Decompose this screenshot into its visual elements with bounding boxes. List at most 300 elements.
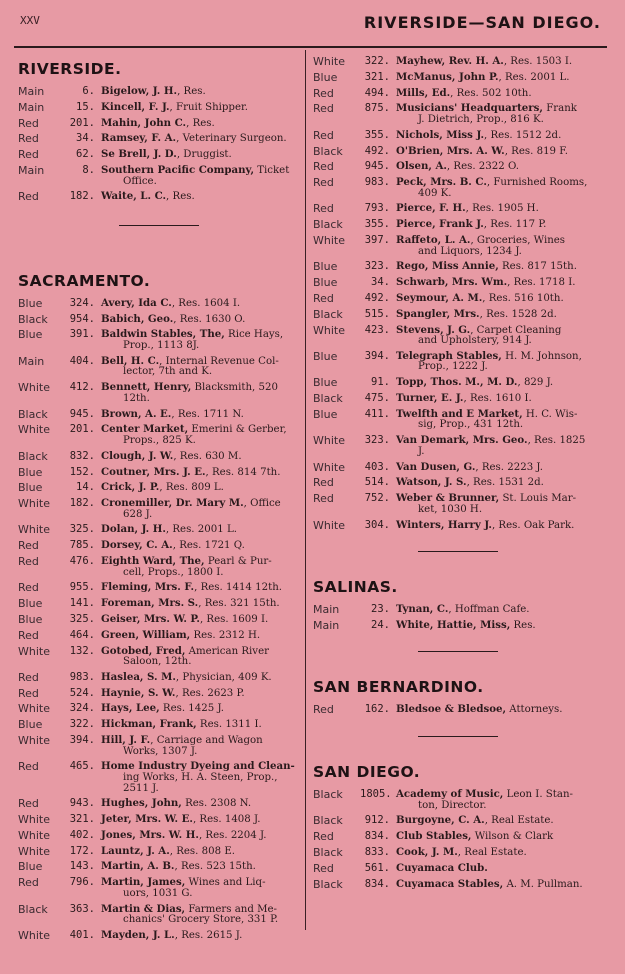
entry-text xyxy=(101,672,300,684)
entry-text xyxy=(101,598,300,610)
directory-entry xyxy=(18,329,300,351)
circuit-label: Blue xyxy=(313,376,338,390)
circuit-label: Black xyxy=(18,312,48,326)
circuit-label: White xyxy=(313,434,345,448)
entry-detail: , Res. 516 10th. xyxy=(482,292,564,304)
phone-number: 945. xyxy=(364,160,390,173)
entry-text xyxy=(101,451,300,463)
directory-entry xyxy=(313,177,603,199)
directory-entry xyxy=(313,393,603,405)
entry-detail: , 829 J. xyxy=(517,377,554,389)
phone-number: 397. xyxy=(364,234,390,246)
entry-text xyxy=(396,520,603,532)
phone-number: 8. xyxy=(82,163,95,176)
phone-number: 182. xyxy=(69,497,95,510)
entry-detail: , Furnished Rooms, xyxy=(486,177,588,189)
phone-number: 412. xyxy=(69,381,95,394)
circuit-label: Blue xyxy=(18,860,43,874)
directory-entry xyxy=(18,314,300,326)
subscriber-name: Bell, H. C. xyxy=(101,354,160,367)
subscriber-name: Van Demark, Mrs. Geo. xyxy=(396,434,528,447)
circuit-label: Red xyxy=(18,132,39,146)
city-heading-sacramento: SACRAMENTO. xyxy=(18,271,151,290)
phone-number: 355. xyxy=(364,218,390,231)
entry-detail: , Physician, 409 K. xyxy=(175,671,272,683)
circuit-label: Black xyxy=(313,307,343,321)
circuit-label: White xyxy=(313,518,345,532)
city-heading-san-diego: SAN DIEGO. xyxy=(313,763,421,782)
circuit-label: Blue xyxy=(313,260,338,274)
entry-text xyxy=(396,604,603,616)
entry-text xyxy=(396,261,603,273)
subscriber-name: Geiser, Mrs. W. P. xyxy=(101,612,200,625)
directory-entry xyxy=(313,235,603,257)
subscriber-name: Twelfth and E Market, xyxy=(396,407,523,420)
entry-text xyxy=(101,614,300,626)
section-divider xyxy=(418,736,498,737)
circuit-label: Black xyxy=(18,407,48,421)
directory-entry xyxy=(313,277,603,289)
directory-entry xyxy=(313,520,603,532)
entry-detail: , Carriage and Wagon xyxy=(150,735,263,746)
phone-number: 141. xyxy=(69,597,95,610)
entry-text xyxy=(101,703,300,715)
circuit-label: Black xyxy=(313,814,343,828)
entry-text xyxy=(101,86,300,98)
directory-entry xyxy=(313,103,603,125)
subscriber-name: Dorsey, C. A. xyxy=(101,539,173,552)
circuit-label: Main xyxy=(313,618,340,632)
right-column xyxy=(313,56,603,894)
phone-number: 943. xyxy=(69,797,95,810)
entry-text xyxy=(101,814,300,826)
directory-entry xyxy=(313,72,603,84)
phone-number: 945. xyxy=(69,407,95,420)
directory-entry xyxy=(313,161,603,173)
directory-entry xyxy=(18,467,300,479)
phone-number: 785. xyxy=(69,539,95,552)
entry-text xyxy=(101,904,300,926)
entry-text xyxy=(396,462,603,474)
subscriber-name: Home Industry Dyeing and Clean- xyxy=(101,760,295,773)
circuit-label: White xyxy=(18,844,50,858)
subscriber-name: Watson, J. S. xyxy=(396,476,467,489)
circuit-label: Red xyxy=(18,876,39,890)
entry-text xyxy=(101,118,300,130)
entry-detail: American River xyxy=(185,645,269,657)
circuit-label: White xyxy=(18,702,50,716)
entry-continuation: and Liquors, 1234 J. xyxy=(418,245,522,257)
phone-number: 322. xyxy=(69,718,95,731)
phone-number: 912. xyxy=(364,814,390,827)
directory-entry xyxy=(18,735,300,757)
subscriber-name: Martin & Dias, xyxy=(101,902,186,915)
subscriber-name: Haynie, S. W. xyxy=(101,686,176,699)
circuit-label: Blue xyxy=(18,612,43,626)
directory-entry xyxy=(18,102,300,114)
entry-detail: , Res. 2204 J. xyxy=(198,829,267,841)
phone-number: 524. xyxy=(69,686,95,699)
entry-text xyxy=(101,165,300,187)
entry-detail: , Res. 2001 L. xyxy=(498,71,570,83)
entry-text xyxy=(396,88,603,100)
entry-detail: , Res. 630 M. xyxy=(173,450,242,462)
city-heading-san-bernardino: SAN BERNARDINO. xyxy=(313,678,484,697)
subscriber-name: Spangler, Mrs. xyxy=(396,307,480,320)
phone-number: 394. xyxy=(364,349,390,362)
circuit-label: Blue xyxy=(18,328,43,342)
entry-continuation: Prop., 1113 8J. xyxy=(123,340,200,352)
phone-number: 304. xyxy=(364,518,390,531)
entry-detail: , Res. 2223 J. xyxy=(475,461,543,473)
subscriber-name: Academy of Music, xyxy=(396,788,504,801)
entry-detail: , Res. 1721 Q. xyxy=(172,540,245,552)
entry-detail: , Res. 1825 xyxy=(527,435,586,447)
entry-text xyxy=(396,831,603,843)
subscriber-name: Haslea, S. M. xyxy=(101,670,176,683)
subscriber-name: Pierce, F. H. xyxy=(396,202,466,215)
circuit-label: Black xyxy=(313,392,343,406)
entry-text xyxy=(101,582,300,594)
directory-entry xyxy=(313,56,603,68)
entry-detail: , Res. 1503 I. xyxy=(503,56,573,67)
directory-entry xyxy=(18,191,300,203)
directory-entry xyxy=(18,798,300,810)
directory-entry xyxy=(313,146,603,158)
circuit-label: Red xyxy=(313,128,334,142)
directory-entry xyxy=(18,298,300,310)
directory-entry xyxy=(313,831,603,843)
phone-number: 832. xyxy=(69,449,95,462)
directory-entry xyxy=(18,498,300,520)
entry-detail: , Res. 1718 I. xyxy=(507,277,576,289)
directory-entry xyxy=(18,409,300,421)
directory-entry xyxy=(313,377,603,389)
directory-entry xyxy=(18,688,300,700)
entry-detail: , Res. 1512 2d. xyxy=(484,129,562,141)
circuit-label: Red xyxy=(313,492,334,506)
phone-number: 752. xyxy=(364,492,390,505)
subscriber-name: Cuyamaca Club. xyxy=(396,861,488,874)
entry-detail: , Res. 2615 J. xyxy=(174,930,243,941)
entry-text xyxy=(396,377,603,389)
entry-text xyxy=(101,482,300,494)
entry-detail: Res. 1311 I. xyxy=(196,719,262,731)
subscriber-name: Tynan, C. xyxy=(396,603,449,616)
entry-detail: H. M. Johnson, xyxy=(501,350,582,362)
circuit-label: White xyxy=(313,55,345,68)
entry-text xyxy=(101,761,300,794)
directory-entry xyxy=(313,293,603,305)
directory-entry xyxy=(18,424,300,446)
entry-text xyxy=(396,103,603,125)
circuit-label: White xyxy=(18,523,50,537)
entry-text xyxy=(396,56,603,68)
subscriber-name: Hays, Lee, xyxy=(101,702,160,715)
directory-entry xyxy=(18,814,300,826)
phone-number: 394. xyxy=(69,734,95,746)
directory-entry xyxy=(313,351,603,373)
subscriber-name: Martin, A. B. xyxy=(101,860,175,873)
phone-number: 34. xyxy=(371,276,390,289)
entry-detail: , Veterinary Surgeon. xyxy=(176,133,287,145)
subscriber-name: Baldwin Stables, The, xyxy=(101,328,225,341)
entry-text xyxy=(396,477,603,489)
phone-number: 404. xyxy=(69,354,95,367)
phone-number: 201. xyxy=(69,116,95,129)
subscriber-name: White, Hattie, Miss, xyxy=(396,618,511,631)
circuit-label: Red xyxy=(313,703,334,717)
circuit-label: Red xyxy=(313,291,334,305)
entry-text xyxy=(396,203,603,215)
entry-detail: , Res. 819 F. xyxy=(504,145,568,157)
directory-entry xyxy=(313,847,603,859)
entry-continuation: Prop., 1222 J. xyxy=(418,361,488,373)
entry-detail: , Groceries, Wines xyxy=(470,235,566,246)
entry-detail: , Res. 1604 I. xyxy=(171,297,241,309)
entry-detail: , Real Estate. xyxy=(457,847,527,858)
circuit-label: White xyxy=(18,734,50,747)
entry-text xyxy=(101,314,300,326)
circuit-label: Blue xyxy=(313,276,338,290)
entry-text xyxy=(396,325,603,347)
directory-entry xyxy=(313,203,603,215)
circuit-label: Red xyxy=(18,190,39,204)
subscriber-name: Bledsoe & Bledsoe, xyxy=(396,703,507,716)
phone-number: 492. xyxy=(364,144,390,157)
left-column xyxy=(18,56,300,946)
directory-entry xyxy=(313,325,603,347)
entry-detail: , Office xyxy=(243,498,281,510)
circuit-label: Blue xyxy=(313,407,338,421)
entry-continuation: 409 K. xyxy=(418,187,452,199)
directory-entry xyxy=(18,930,300,942)
directory-entry xyxy=(18,861,300,873)
entry-detail: , Internal Revenue Col- xyxy=(159,355,279,367)
entry-text xyxy=(101,409,300,421)
directory-entry xyxy=(18,149,300,161)
entry-text xyxy=(101,930,300,942)
phone-number: 983. xyxy=(69,670,95,683)
circuit-label: White xyxy=(18,644,50,658)
directory-entry xyxy=(18,703,300,715)
entry-text xyxy=(101,719,300,731)
subscriber-name: Van Dusen, G. xyxy=(396,460,476,473)
phone-number: 321. xyxy=(364,70,390,83)
phone-number: 515. xyxy=(364,307,390,320)
circuit-label: Red xyxy=(18,116,39,130)
directory-entry xyxy=(313,88,603,100)
entry-detail: Frank xyxy=(542,103,577,115)
subscriber-name: Peck, Mrs. B. C. xyxy=(396,176,487,189)
entry-continuation: Office. xyxy=(123,175,157,187)
directory-entry xyxy=(18,524,300,536)
entry-text xyxy=(396,493,603,515)
subscriber-name: Southern Pacific Company, xyxy=(101,163,254,176)
entry-continuation: ket, 1030 H. xyxy=(418,503,483,515)
circuit-label: White xyxy=(18,381,50,395)
entry-detail: Res. 817 15th. xyxy=(498,261,577,273)
entry-text xyxy=(396,309,603,321)
circuit-label: Blue xyxy=(18,597,43,611)
directory-entry xyxy=(313,604,603,616)
entry-continuation: and Upholstery, 914 J. xyxy=(418,335,532,347)
phone-number: 24. xyxy=(371,618,390,631)
subscriber-name: Bigelow, J. H. xyxy=(101,85,178,97)
phone-number: 321. xyxy=(69,813,95,826)
subscriber-name: Mayden, J. L. xyxy=(101,929,175,941)
circuit-label: Blue xyxy=(18,481,43,495)
entry-detail: Blacksmith, 520 xyxy=(191,382,278,394)
subscriber-name: Pierce, Frank J. xyxy=(396,218,484,231)
subscriber-name: Brown, A. E. xyxy=(101,407,172,420)
phone-number: 322. xyxy=(364,55,390,67)
subscriber-name: Hickman, Frank, xyxy=(101,718,197,731)
circuit-label: Red xyxy=(18,148,39,162)
circuit-label: White xyxy=(18,813,50,827)
entry-detail: Wines and Liq- xyxy=(185,877,266,889)
entry-continuation: Saloon, 12th. xyxy=(123,656,192,668)
directory-entry xyxy=(313,462,603,474)
entry-detail: Rice Hays, xyxy=(224,329,284,341)
entry-detail: , Res. 1408 J. xyxy=(192,814,261,826)
subscriber-name: Waite, L. C. xyxy=(101,190,167,203)
phone-number: 172. xyxy=(69,844,95,857)
circuit-label: Blue xyxy=(18,296,43,310)
phone-number: 132. xyxy=(69,644,95,657)
subscriber-name: Stevens, J. G. xyxy=(396,323,471,336)
entry-text xyxy=(396,277,603,289)
entry-detail: , Hoffman Cafe. xyxy=(448,604,530,616)
circuit-label: Black xyxy=(313,846,343,859)
entry-continuation: Works, 1307 J. xyxy=(123,745,198,757)
subscriber-name: Hughes, John, xyxy=(101,797,182,810)
entry-continuation: ton, Director. xyxy=(418,799,487,811)
column-divider xyxy=(305,50,306,930)
entry-continuation: sig, Prop., 431 12th. xyxy=(418,419,524,431)
directory-entry xyxy=(18,672,300,684)
phone-number: 143. xyxy=(69,860,95,873)
subscriber-name: Hill, J. F. xyxy=(101,734,151,746)
entry-detail: Leon I. Stan- xyxy=(503,789,573,801)
entry-text xyxy=(396,235,603,257)
section-divider xyxy=(418,651,498,652)
entry-continuation: 12th. xyxy=(123,392,150,404)
entry-detail: , Res. 809 L. xyxy=(159,482,224,494)
phone-number: 324. xyxy=(69,702,95,715)
circuit-label: Red xyxy=(313,102,334,116)
directory-entry xyxy=(18,482,300,494)
phone-number: 355. xyxy=(364,128,390,141)
circuit-label: Main xyxy=(18,100,45,114)
entry-continuation: lector, 7th and K. xyxy=(123,366,213,378)
circuit-label: Red xyxy=(18,670,39,684)
circuit-label: Red xyxy=(313,160,334,174)
directory-entry xyxy=(313,261,603,273)
circuit-label: Main xyxy=(18,163,45,177)
entry-text xyxy=(101,382,300,404)
entry-text xyxy=(101,540,300,552)
subscriber-name: Mayhew, Rev. H. A. xyxy=(396,55,504,67)
phone-number: 514. xyxy=(364,476,390,489)
circuit-label: Main xyxy=(18,354,45,368)
directory-entry xyxy=(18,451,300,463)
entry-detail: Pearl & Pur- xyxy=(204,556,272,567)
phone-number: 983. xyxy=(364,176,390,189)
subscriber-name: Mahin, John C. xyxy=(101,116,187,129)
subscriber-name: Crick, J. P. xyxy=(101,481,160,494)
entry-text xyxy=(396,815,603,827)
phone-number: 325. xyxy=(69,612,95,625)
subscriber-name: Telegraph Stables, xyxy=(396,349,502,362)
entry-text xyxy=(396,704,603,716)
phone-number: 162. xyxy=(364,703,390,716)
directory-entry xyxy=(18,846,300,858)
entry-text xyxy=(101,735,300,757)
directory-entry xyxy=(18,556,300,578)
subscriber-name: Foreman, Mrs. S. xyxy=(101,597,199,610)
phone-number: 411. xyxy=(364,407,390,420)
entry-continuation: 628 J. xyxy=(123,508,153,520)
entry-detail: , Res. 2322 O. xyxy=(446,161,519,173)
phone-number: 464. xyxy=(69,628,95,641)
subscriber-name: Club Stables, xyxy=(396,830,472,843)
entry-detail: , Res. 814 7th. xyxy=(205,466,281,478)
circuit-label: Main xyxy=(313,603,340,617)
entry-detail: , Res. 1609 I. xyxy=(199,613,269,625)
phone-number: 1805. xyxy=(360,788,392,801)
subscriber-name: Burgoyne, C. A. xyxy=(396,814,485,827)
entry-detail: , Res. 1630 O. xyxy=(173,313,246,325)
phone-number: 561. xyxy=(364,861,390,874)
directory-entry xyxy=(313,879,603,891)
entry-text xyxy=(396,847,603,859)
entry-detail: Attorneys. xyxy=(506,704,563,716)
entry-detail: Res. 1425 J. xyxy=(159,703,224,715)
entry-text xyxy=(396,409,603,431)
phone-number: 6. xyxy=(82,85,95,97)
circuit-label: Black xyxy=(18,449,48,463)
directory-entry xyxy=(18,830,300,842)
circuit-label: Blue xyxy=(18,718,43,732)
entry-text xyxy=(396,177,603,199)
circuit-label: White xyxy=(18,929,50,942)
entry-detail: , Res. 1905 H. xyxy=(465,203,539,215)
entry-detail: Ticket xyxy=(254,164,290,176)
directory-entry xyxy=(313,477,603,489)
entry-text xyxy=(396,435,603,457)
circuit-label: White xyxy=(313,234,345,247)
entry-continuation: cell, Props., 1800 I. xyxy=(123,566,224,578)
circuit-label: Red xyxy=(18,555,39,568)
entry-detail: , Real Estate. xyxy=(484,815,554,827)
circuit-label: Red xyxy=(313,202,334,216)
entry-text xyxy=(101,798,300,810)
entry-continuation: ing Works, H. A. Steen, Prop., 2511 J. xyxy=(123,771,278,794)
page-number: XXV xyxy=(20,14,40,27)
directory-entry xyxy=(313,493,603,515)
circuit-label: Red xyxy=(313,86,334,100)
phone-number: 403. xyxy=(364,460,390,473)
circuit-label: Red xyxy=(313,476,334,490)
subscriber-name: Raffeto, L. A. xyxy=(396,234,471,246)
subscriber-name: Topp, Thos. M., M. D. xyxy=(396,376,518,389)
entry-text xyxy=(396,72,603,84)
entry-text xyxy=(101,630,300,642)
subscriber-name: Weber & Brunner, xyxy=(396,492,500,505)
entry-detail: , Res. 2001 L. xyxy=(165,524,237,536)
phone-number: 15. xyxy=(76,100,95,113)
